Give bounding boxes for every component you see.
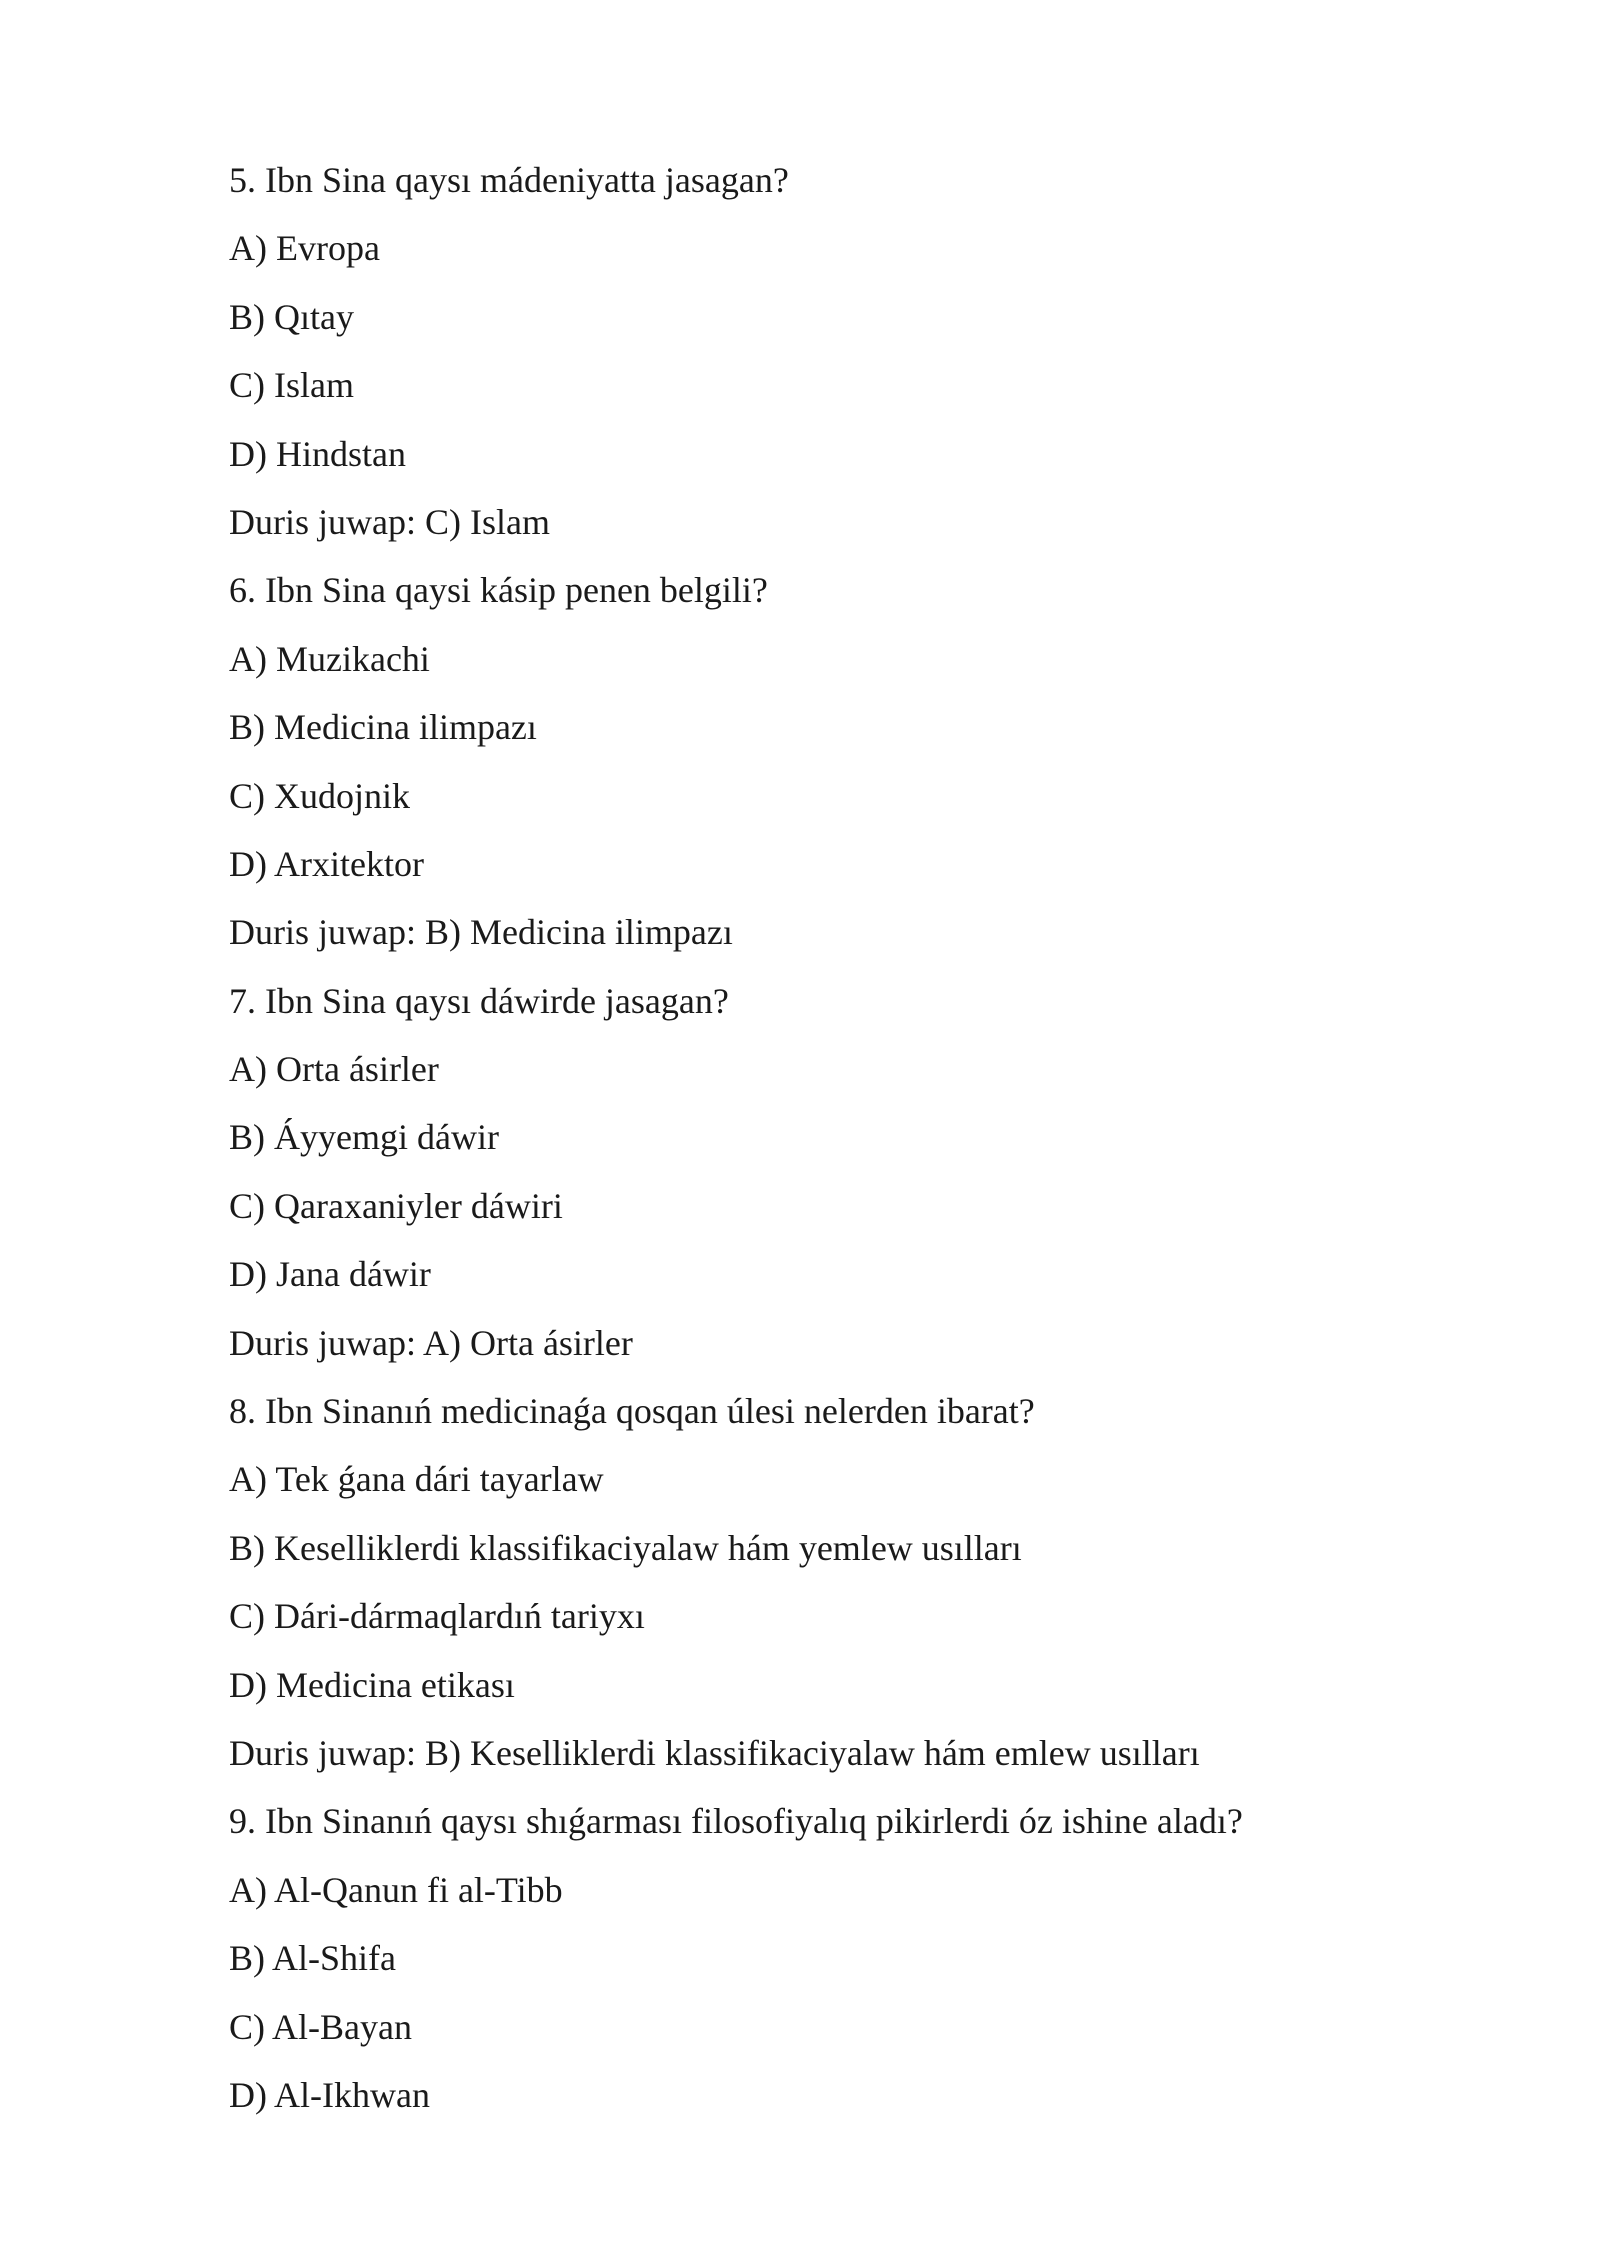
answer-option: A) Orta ásirler bbox=[229, 1049, 439, 1090]
correct-answer: Duris juwap: B) Medicina ilimpazı bbox=[229, 912, 733, 953]
question-text: 8. Ibn Sinanıń medicinaǵa qosqan úlesi nelerden ibarat? bbox=[229, 1391, 1035, 1432]
correct-answer: Duris juwap: B) Keselliklerdi klassifikaciyalaw hám emlew usılları bbox=[229, 1732, 1200, 1773]
answer-option: D) Medicina etikası bbox=[229, 1664, 515, 1705]
answer-option: D) Hindstan bbox=[229, 433, 406, 474]
answer-option: C) Xudojnik bbox=[229, 775, 411, 816]
question-text: 5. Ibn Sina qaysı mádeniyatta jasagan? bbox=[229, 160, 789, 200]
answer-option: A) Muzikachi bbox=[229, 638, 430, 679]
quiz-content bbox=[229, 146, 1429, 2129]
answer-option: A) Tek ǵana dári tayarlaw bbox=[229, 1459, 604, 1500]
correct-answer: Duris juwap: C) Islam bbox=[229, 501, 550, 542]
answer-option: B) Qıtay bbox=[229, 296, 354, 337]
answer-option: C) Dári-dármaqlardıń tariyxı bbox=[229, 1596, 645, 1637]
answer-option: D) Al-Ikhwan bbox=[229, 2074, 430, 2115]
answer-option: D) Jana dáwir bbox=[229, 1254, 431, 1295]
answer-option: A) Al-Qanun fi al-Tibb bbox=[229, 1869, 563, 1910]
answer-option: C) Islam bbox=[229, 365, 354, 406]
question-text: 6. Ibn Sina qaysi kásip penen belgili? bbox=[229, 570, 768, 611]
answer-option: B) Al-Shifa bbox=[229, 1938, 396, 1979]
answer-option: B) Keselliklerdi klassifikaciyalaw hám yemlew usılları bbox=[229, 1527, 1022, 1568]
question-text: 9. Ibn Sinanıń qaysı shıǵarması filosofiyalıq pikirlerdi óz ishine aladı? bbox=[229, 1801, 1243, 1842]
answer-option: B) Áyyemgi dáwir bbox=[229, 1117, 499, 1158]
answer-option: A) Evropa bbox=[229, 228, 380, 269]
answer-option: C) Qaraxaniyler dáwiri bbox=[229, 1185, 563, 1226]
answer-option: D) Arxitektor bbox=[229, 843, 424, 884]
answer-option: B) Medicina ilimpazı bbox=[229, 707, 537, 748]
question-text: 7. Ibn Sina qaysı dáwirde jasagan? bbox=[229, 980, 729, 1021]
answer-option: C) Al-Bayan bbox=[229, 2006, 412, 2047]
correct-answer: Duris juwap: A) Orta ásirler bbox=[229, 1322, 633, 1363]
